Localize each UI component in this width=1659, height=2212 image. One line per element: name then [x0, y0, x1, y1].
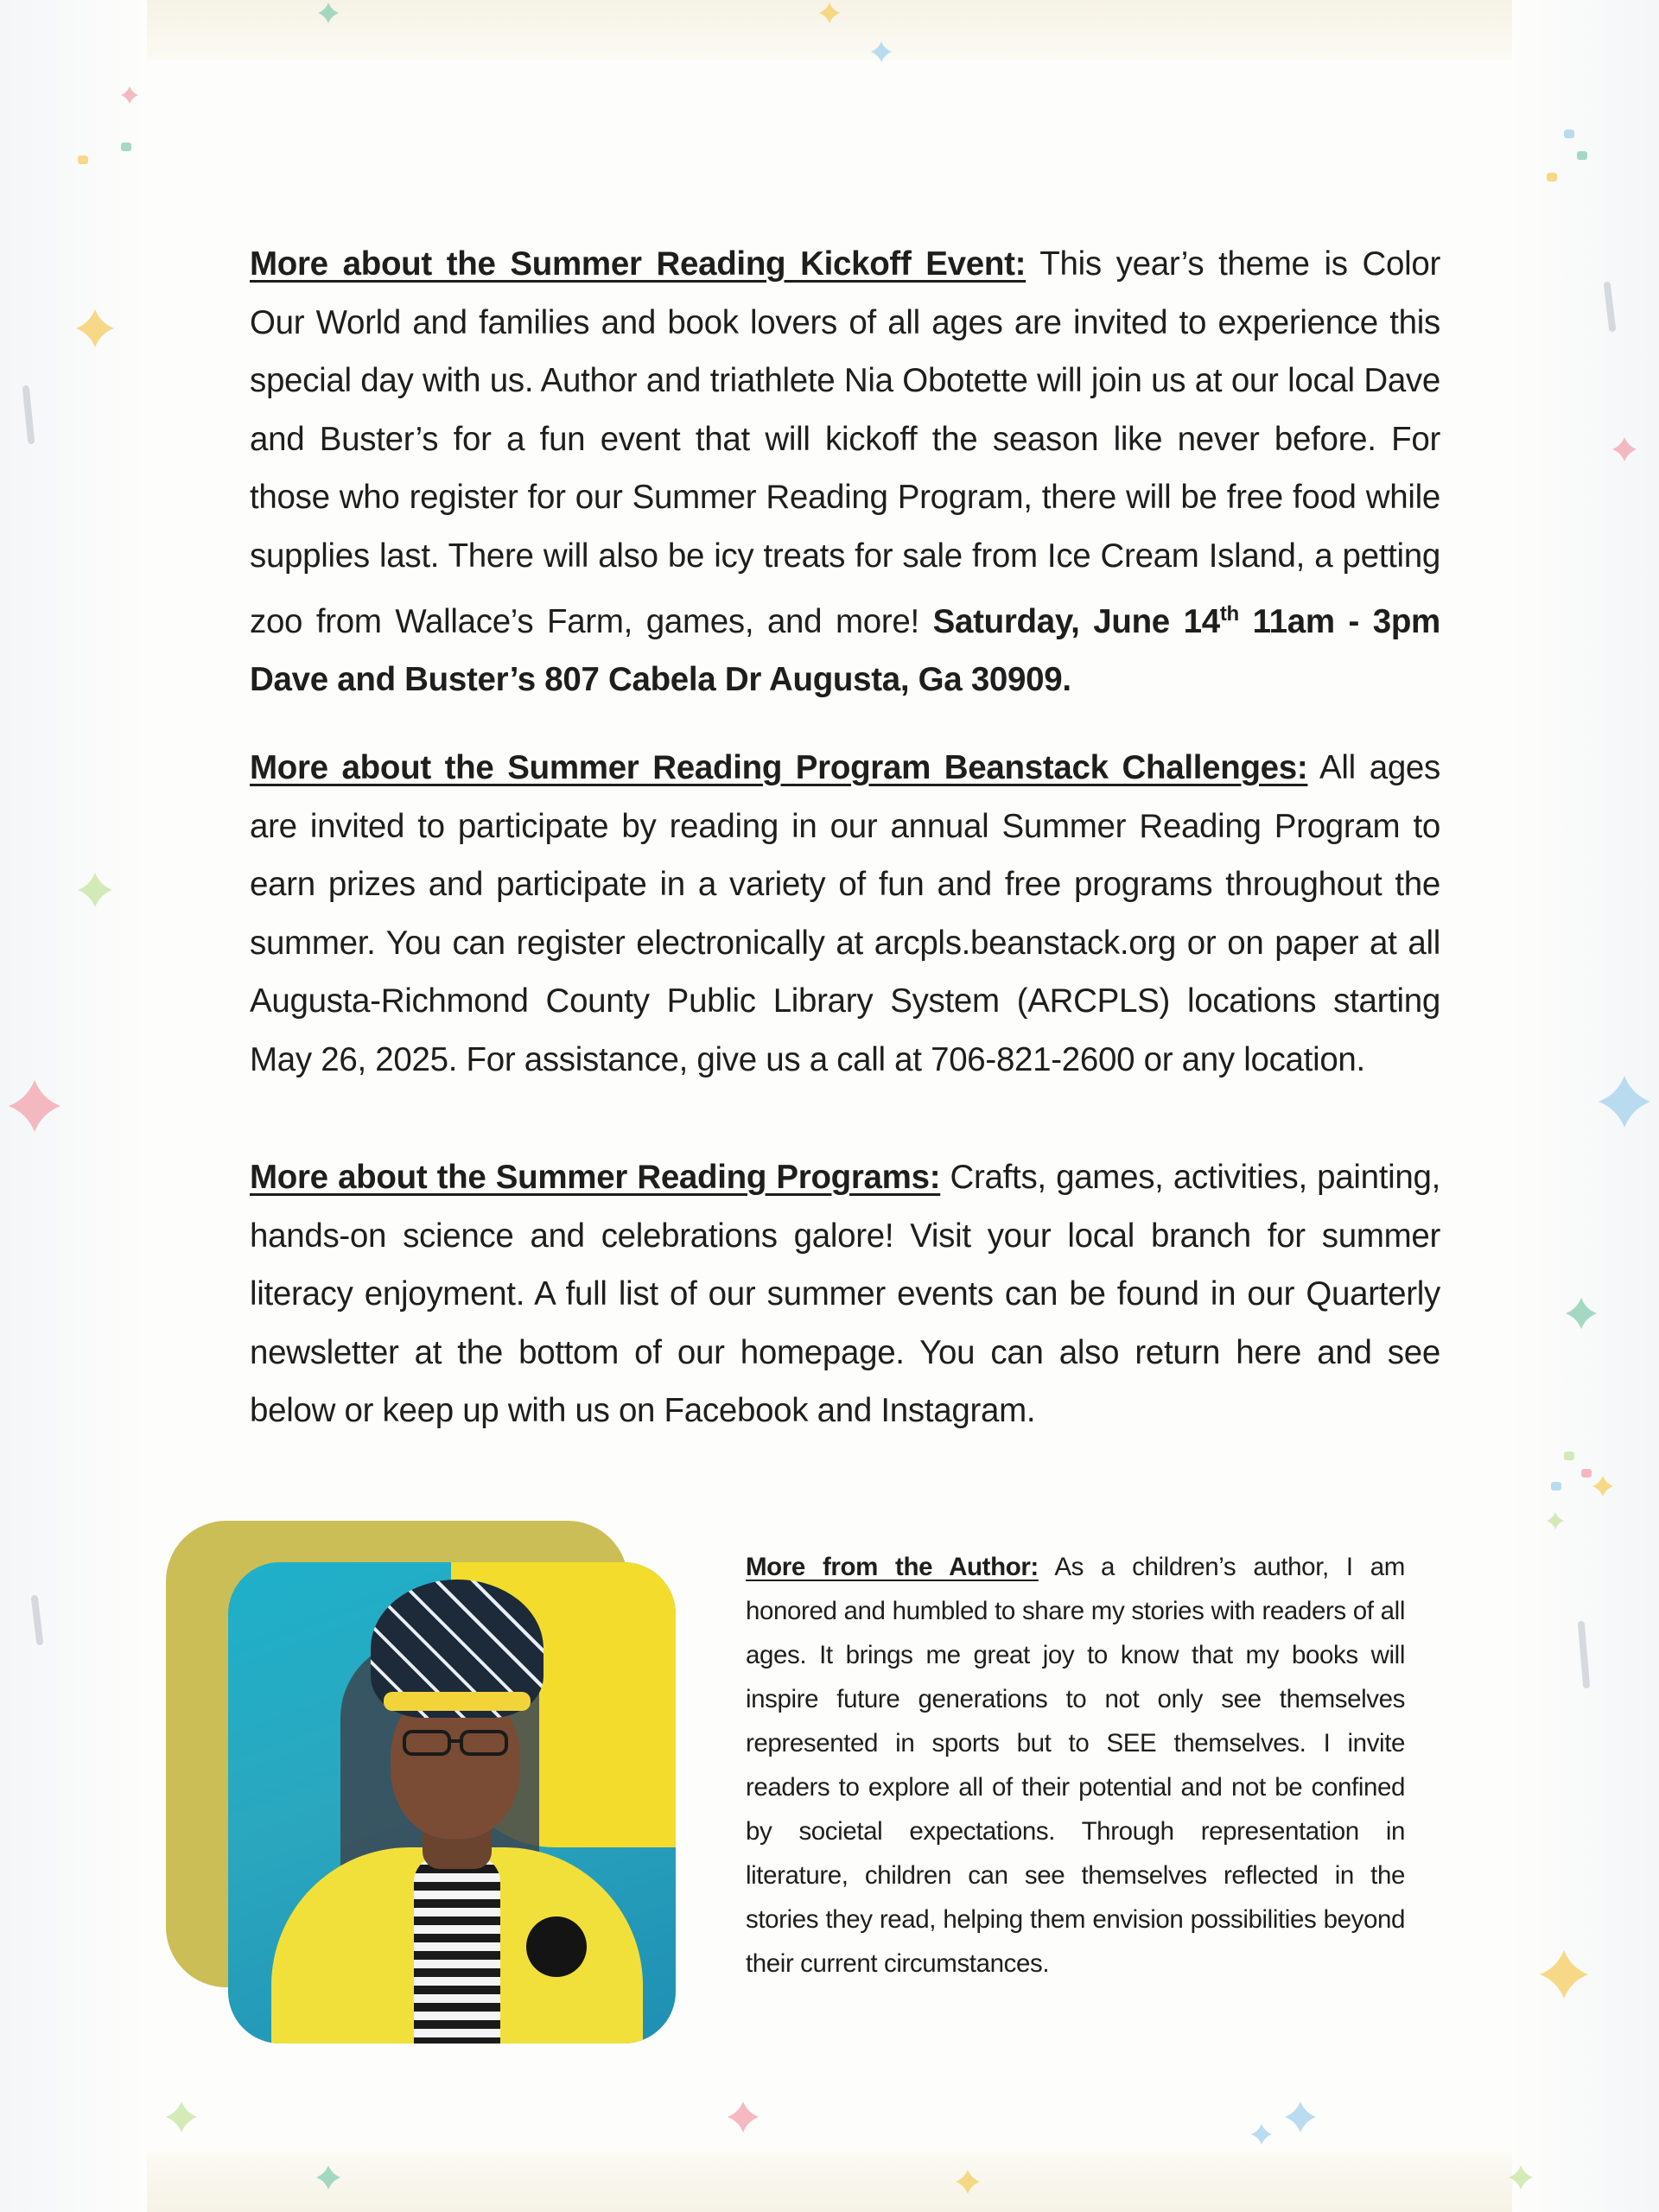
sparkle-icon [819, 3, 840, 23]
confetti-dot-icon [1564, 1452, 1574, 1460]
sparkle-icon [956, 2170, 980, 2194]
kickoff-event-details: 11am - 3pm Dave and Buster’s 807 Cabela Dr Augusta, Ga 30909. [250, 602, 1440, 699]
sparkle-icon [78, 873, 112, 907]
kickoff-body: This year’s theme is Color Our World and families and book lovers of all ages are invited to experience this special day with us. Author and triathlete Nia Obotette will join us at our local Dave and Buster’s for a fun event that will kickoff the season like never before. For those who register for our Summer Reading Program, there will be free food while supplies last. There will also be icy treats for sale from Ice Cream Island, a petting zoo from Wallace’s Farm, games, and more! [250, 245, 1440, 640]
confetti-dot-icon [1551, 1482, 1561, 1491]
programs-body: Crafts, games, activities, painting, hands-on science and celebrations galore! Visit your local branch for summer literacy enjoyment. A full list of our summer events can be found in our Quarterly newsletter at the bottom of our homepage. You can also return here and see below or keep up with us on Facebook and Instagram. [250, 1159, 1440, 1429]
confetti-dot-icon [121, 143, 131, 151]
sparkle-icon [1566, 1298, 1597, 1329]
sparkle-icon [1599, 1076, 1650, 1128]
sparkle-icon [1547, 1512, 1564, 1529]
sparkle-icon [316, 2165, 340, 2190]
beanstack-paragraph [250, 739, 1440, 1089]
programs-heading: More about the Summer Reading Programs: [250, 1159, 941, 1196]
sparkle-icon [76, 309, 114, 347]
sparkle-icon [166, 2101, 197, 2133]
confetti-dot-icon [1581, 1469, 1592, 1478]
sparkle-icon [1540, 1950, 1588, 1999]
kickoff-paragraph [250, 235, 1440, 709]
brush-stroke-icon [35, 1599, 40, 1642]
author-body: As a children’s author, I am honored and humbled to share my stories with readers of all ages. It brings me great joy to know that my books will inspire future generations to not only see themselves represented in sports but to SEE themselves. I invite readers to explore all of their potential and not be confined by societal expectations. Through representation in literature, children can see themselves reflected in the stories they read, helping them envision possibilities beyond their current circumstances. [746, 1553, 1405, 1978]
sparkle-icon [871, 41, 892, 62]
sparkle-icon [728, 2101, 759, 2133]
sparkle-icon [9, 1080, 60, 1132]
sparkle-icon [1612, 437, 1637, 461]
author-paragraph [746, 1545, 1405, 1986]
programs-paragraph [250, 1148, 1440, 1440]
sparkle-icon [1285, 2101, 1316, 2133]
author-heading: More from the Author: [746, 1553, 1039, 1581]
sparkle-icon [1509, 2165, 1533, 2190]
confetti-dot-icon [1564, 130, 1574, 138]
kickoff-date-suffix: th [1219, 602, 1239, 626]
brush-stroke-icon [1607, 285, 1612, 328]
sparkle-icon [1251, 2124, 1272, 2145]
kickoff-date-text: Saturday, June 14 [932, 602, 1220, 640]
brush-stroke-icon [1581, 1624, 1586, 1685]
confetti-dot-icon [1547, 173, 1557, 181]
sparkle-icon [1592, 1476, 1613, 1497]
author-photo-block [166, 1521, 684, 2048]
beanstack-body: All ages are invited to participate by reading in our annual Summer Reading Program to earn prizes and participate in a variety of fun and free programs throughout the summer. You can register electronically at arcpls.beanstack.org or on paper at all Augusta-Richmond County Public Library System (ARCPLS) locations starting May 26, 2025. For assistance, give us a call at 706-821-2600 or any location. [250, 749, 1440, 1078]
author-portrait-icon [228, 1562, 676, 2044]
sparkle-icon [121, 86, 138, 104]
confetti-dot-icon [1577, 151, 1587, 160]
beanstack-heading: More about the Summer Reading Program Beanstack Challenges: [250, 749, 1308, 786]
brush-stroke-icon [26, 389, 31, 441]
kickoff-heading: More about the Summer Reading Kickoff Event: [250, 245, 1027, 283]
sparkle-icon [318, 3, 339, 23]
confetti-dot-icon [78, 156, 88, 164]
